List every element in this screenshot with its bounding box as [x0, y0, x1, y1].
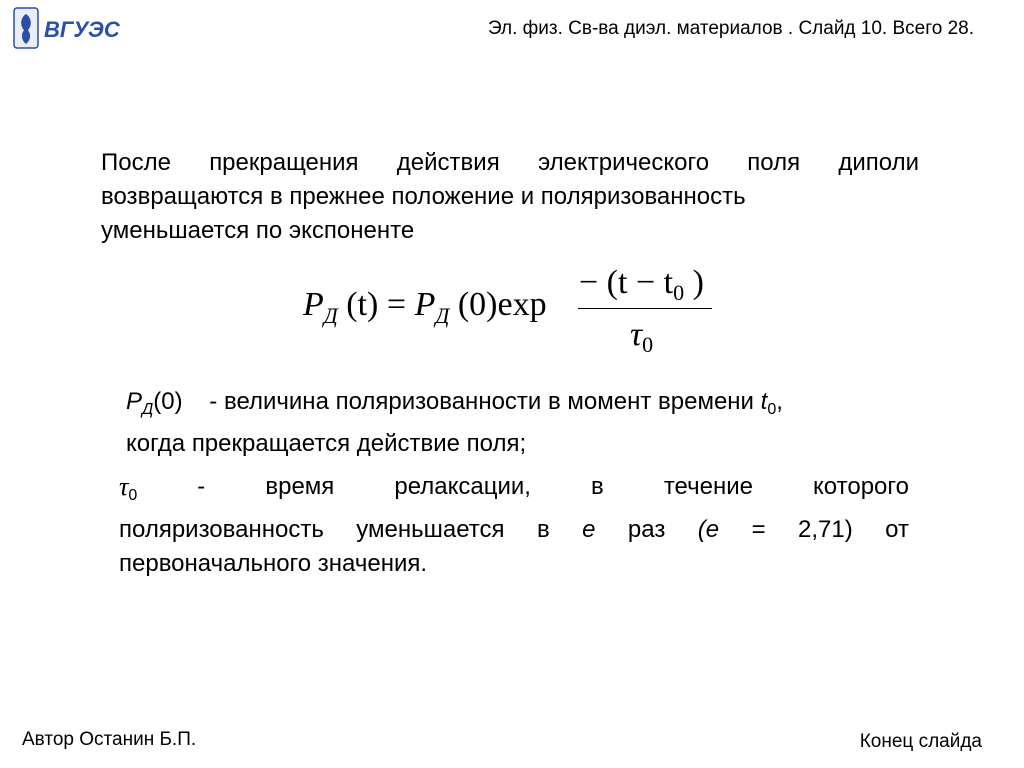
def2-word: -: [197, 473, 206, 500]
def2-tau: τ: [119, 472, 129, 501]
definition-tau: [119, 470, 909, 581]
intro-line-1: После прекращения действия электрического поля диполи: [101, 149, 919, 176]
slide-header-title: Эл. физ. Св-ва диэл. материалов . Слайд 10. Всего 28.: [487, 18, 974, 39]
def2-word: (e: [697, 516, 720, 543]
formula-denominator: [630, 316, 653, 358]
end-slide-link[interactable]: Конец слайда: [859, 731, 982, 752]
def2-tau-sub: 0: [128, 487, 138, 504]
def2-row-2: [119, 513, 909, 547]
formula-rhs-sub: Д: [435, 303, 450, 328]
formula-rhs-arg: (0): [457, 286, 498, 323]
def1-symbol-arg: (0): [153, 388, 183, 415]
formula-lhs-arg: (t): [346, 286, 379, 323]
def1-text: - величина поляризованности в момент времени: [209, 388, 754, 415]
def2-word: в: [591, 473, 604, 500]
def2-word: от: [885, 516, 909, 543]
def1-t-sub: 0: [767, 401, 777, 418]
def1-t-var: t: [760, 388, 768, 415]
definition-p0-line-2: когда прекращается действие поля;: [126, 430, 527, 457]
formula-numerator: [579, 264, 704, 306]
def2-word: =: [751, 516, 766, 543]
formula-den-sub: 0: [642, 332, 654, 357]
intro-paragraph: [101, 146, 919, 248]
formula-lhs: [303, 286, 547, 329]
def2-word: которого: [813, 473, 909, 500]
formula-lhs-sub: Д: [323, 303, 338, 328]
logo-text: ВГУЭС: [44, 17, 120, 42]
formula-den-main: τ: [630, 316, 643, 353]
def1-symbol: P: [126, 388, 143, 415]
def2-word: поляризованность: [119, 516, 324, 543]
vgues-logo: [12, 6, 132, 52]
def2-word: уменьшается: [356, 516, 505, 543]
intro-line-2: возвращаются в прежнее положение и поляризованность: [101, 183, 746, 210]
definition-p0: [126, 385, 926, 461]
def1-trail: ,: [776, 388, 783, 415]
formula-num-main: − (t − t: [579, 264, 674, 301]
definition-p0-line-1: [126, 385, 926, 427]
def2-word: 2,71): [798, 516, 853, 543]
intro-line-3: уменьшается по экспоненте: [101, 217, 415, 244]
polarization-decay-formula: [303, 262, 723, 362]
def2-tau-symbol: [119, 470, 137, 513]
def2-row-3: первоначального значения.: [119, 550, 428, 577]
def2-word: течение: [663, 473, 753, 500]
def2-word: релаксации,: [394, 473, 531, 500]
formula-lhs-p: P: [303, 286, 324, 323]
def2-word: в: [536, 516, 550, 543]
formula-num-sub: 0: [673, 280, 685, 305]
formula-rhs-p: P: [414, 286, 436, 323]
def2-row-1: [119, 470, 909, 513]
def2-word: время: [265, 473, 335, 500]
def2-word: раз: [627, 516, 666, 543]
author-credit: Автор Останин Б.П.: [22, 729, 197, 750]
formula-num-close: ): [692, 264, 704, 301]
formula-exp: exp: [497, 286, 547, 323]
formula-fraction-bar: [578, 308, 712, 309]
formula-equals: =: [386, 286, 407, 323]
def1-symbol-sub: Д: [142, 401, 154, 418]
def2-word: e: [582, 516, 596, 543]
def2-word-e: [698, 513, 719, 547]
